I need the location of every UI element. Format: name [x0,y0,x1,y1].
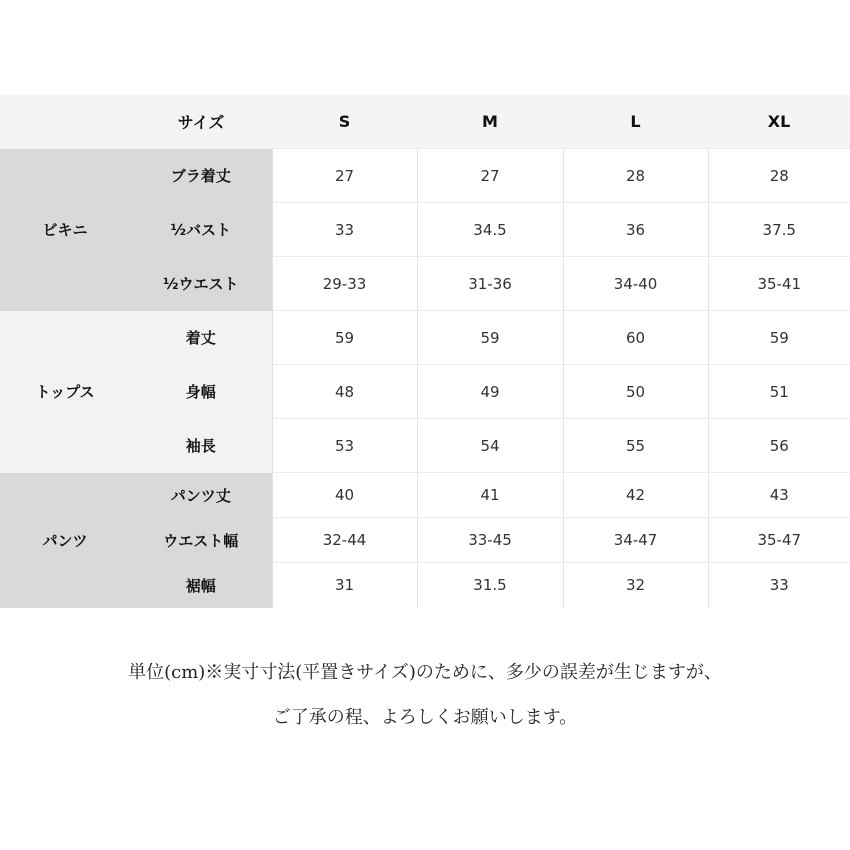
group-pants [0,473,850,608]
value-cell: 33 [708,563,850,608]
item-label: パンツ丈 [130,473,272,518]
value-cell: 50 [563,365,708,419]
header-blank [0,95,130,149]
header-size-xl: XL [708,95,850,149]
item-label: 着丈 [130,311,272,365]
category-label: トップス [0,311,130,473]
item-label: 袖長 [130,419,272,473]
value-cell: 54 [417,419,563,473]
value-cell: 34-47 [563,518,708,563]
value-cell: 31-36 [417,257,563,311]
item-label: ウエスト幅 [130,518,272,563]
apology-note: ご了承の程、よろしくお願いします。 [272,707,578,728]
value-cell: 42 [563,473,708,518]
value-cell: 49 [417,365,563,419]
value-cell: 59 [708,311,850,365]
value-cell: 55 [563,419,708,473]
header-size-label: サイズ [130,95,272,149]
header-size-m: M [417,95,563,149]
item-label: 身幅 [130,365,272,419]
value-cell: 37.5 [708,203,850,257]
value-cell: 36 [563,203,708,257]
value-cell: 33 [272,203,417,257]
value-cell: 59 [417,311,563,365]
item-label: 裾幅 [130,563,272,608]
header-size-s: S [272,95,417,149]
value-cell: 32-44 [272,518,417,563]
value-cell: 28 [563,149,708,203]
category-label: パンツ [0,473,130,608]
value-cell: 28 [708,149,850,203]
value-cell: 33-45 [417,518,563,563]
table-row [0,311,850,365]
item-label: ブラ着丈 [130,149,272,203]
value-cell: 34.5 [417,203,563,257]
value-cell: 29-33 [272,257,417,311]
category-label: ビキニ [0,149,130,311]
group-tops [0,311,850,473]
value-cell: 27 [272,149,417,203]
header-row [0,95,850,149]
value-cell: 31 [272,563,417,608]
value-cell: 48 [272,365,417,419]
value-cell: 51 [708,365,850,419]
value-cell: 56 [708,419,850,473]
value-cell: 43 [708,473,850,518]
unit-note: 単位(cm)※実寸寸法(平置きサイズ)のために、多少の誤差が生じますが、 [128,662,722,683]
value-cell: 60 [563,311,708,365]
table-row [0,473,850,518]
value-cell: 40 [272,473,417,518]
item-label: ½バスト [130,203,272,257]
value-cell: 27 [417,149,563,203]
value-cell: 34-40 [563,257,708,311]
table-row [0,149,850,203]
value-cell: 41 [417,473,563,518]
item-label: ½ウエスト [130,257,272,311]
group-bikini [0,149,850,311]
value-cell: 35-47 [708,518,850,563]
value-cell: 31.5 [417,563,563,608]
value-cell: 59 [272,311,417,365]
value-cell: 53 [272,419,417,473]
value-cell: 35-41 [708,257,850,311]
value-cell: 32 [563,563,708,608]
header-size-l: L [563,95,708,149]
size-chart-table [0,95,850,608]
